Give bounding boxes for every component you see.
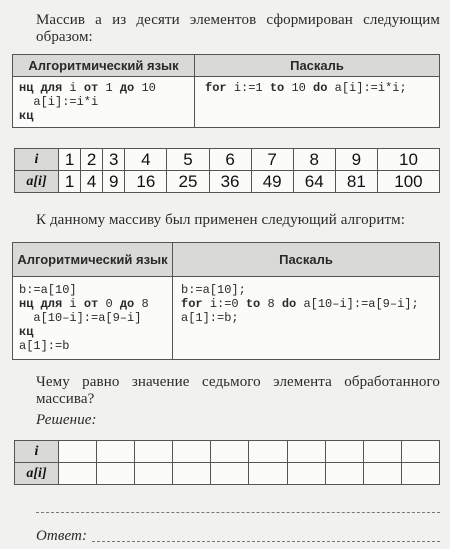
code-text: 1 (105, 81, 120, 95)
code-text: i:=1 (233, 81, 270, 95)
empty-cell[interactable] (401, 463, 439, 485)
kw-do: do (313, 81, 335, 95)
empty-cell[interactable] (173, 463, 211, 485)
kw-for: for (205, 81, 234, 95)
cell-i-1: 1 (59, 149, 81, 171)
code2-header-alg: Алгоритмический язык (13, 243, 173, 277)
cell-i-5: 5 (167, 149, 209, 171)
code2-alg-line2 (19, 297, 166, 311)
code2-alg-line3: a[10–i]:=a[9–i] (19, 311, 142, 325)
code2-alg-line1: b:=a[10] (19, 283, 77, 297)
cell-i-10: 10 (377, 149, 439, 171)
empty-cell[interactable] (401, 441, 439, 463)
solution-label-text: Решение: (36, 412, 97, 428)
answer-label (36, 528, 87, 545)
kw-nc-dlya: нц для (19, 81, 70, 95)
code2-header-pas: Паскаль (173, 243, 440, 277)
cell-i-8: 8 (293, 149, 335, 171)
kw-do: до (119, 81, 142, 95)
answer-line[interactable] (92, 541, 440, 542)
empty-cell[interactable] (97, 441, 135, 463)
solution-label (36, 412, 97, 429)
kw-nc-dlya: нц для (19, 297, 70, 311)
code-text: 10 (291, 81, 314, 95)
empty-cell[interactable] (325, 463, 363, 485)
code-table-2 (12, 242, 440, 360)
cell-i-7: 7 (251, 149, 293, 171)
array-table-1 (14, 148, 440, 193)
code-text: i (69, 81, 84, 95)
cell-a-4: 16 (125, 171, 167, 193)
code1-alg-cell (13, 77, 195, 128)
empty-cell[interactable] (249, 463, 287, 485)
empty-cell[interactable] (211, 441, 249, 463)
empty-cell[interactable] (173, 441, 211, 463)
empty-cell[interactable] (325, 441, 363, 463)
code1-alg-line2: a[i]:=i*i (19, 95, 99, 109)
code-text: a[10–i]:=a[9–i]; (303, 297, 419, 311)
kw-do: до (119, 297, 142, 311)
intro-text (36, 12, 440, 46)
code2-pas-line3: a[1]:=b; (181, 311, 239, 325)
row-label-a: a[i] (15, 463, 59, 485)
cell-a-1: 1 (59, 171, 81, 193)
code-text: 8 (141, 297, 149, 311)
cell-i-2: 2 (81, 149, 103, 171)
work-line (36, 512, 440, 513)
code2-alg-line4: кц (19, 325, 34, 339)
empty-cell[interactable] (135, 463, 173, 485)
cell-a-2: 4 (81, 171, 103, 193)
code-text: 8 (267, 297, 282, 311)
empty-cell[interactable] (97, 463, 135, 485)
kw-to: to (245, 297, 268, 311)
code-table-1 (12, 54, 440, 128)
code2-pas-line1: b:=a[10]; (181, 283, 246, 297)
code1-header-pas: Паскаль (195, 55, 440, 77)
code2-pas-line2 (181, 297, 431, 311)
code-text: i (69, 297, 84, 311)
empty-cell[interactable] (287, 463, 325, 485)
cell-i-6: 6 (209, 149, 251, 171)
middle-text: К данному массиву был применен следующий алгоритм: (36, 212, 405, 228)
empty-cell[interactable] (363, 463, 401, 485)
code-text: 10 (141, 81, 156, 95)
array-table-2 (14, 440, 440, 485)
kw-to: to (269, 81, 292, 95)
code2-alg-line5: a[1]:=b (19, 339, 70, 353)
cell-i-4: 4 (125, 149, 167, 171)
kw-ot: от (83, 297, 106, 311)
cell-i-3: 3 (103, 149, 125, 171)
code2-pas-cell (173, 277, 440, 360)
code1-pas-cell (195, 77, 440, 128)
row-label-a: a[i] (15, 171, 59, 193)
empty-cell[interactable] (249, 441, 287, 463)
row-label-i: i (15, 441, 59, 463)
question-text: Чему равно значение седьмого элемента обработанного массива? (36, 374, 440, 407)
cell-a-7: 49 (251, 171, 293, 193)
cell-i-9: 9 (335, 149, 377, 171)
answer-label-text: Ответ: (36, 528, 88, 544)
code1-header-alg: Алгоритмический язык (13, 55, 195, 77)
cell-a-9: 81 (335, 171, 377, 193)
empty-cell[interactable] (59, 441, 97, 463)
kw-do: do (281, 297, 304, 311)
code-text: 0 (105, 297, 120, 311)
kw-for: for (181, 297, 210, 311)
cell-a-8: 64 (293, 171, 335, 193)
empty-cell[interactable] (59, 463, 97, 485)
kw-ot: от (83, 81, 106, 95)
cell-a-5: 25 (167, 171, 209, 193)
code1-alg-line3: кц (19, 109, 34, 123)
row-label-i: i (15, 149, 59, 171)
code1-pas-line1 (205, 81, 429, 95)
intro-line: Массив a из десяти элементов сформирован следующим образом: (36, 12, 440, 45)
code-text: i:=0 (209, 297, 246, 311)
cell-a-6: 36 (209, 171, 251, 193)
cell-a-3: 9 (103, 171, 125, 193)
empty-cell[interactable] (211, 463, 249, 485)
code-text: a[i]:=i*i; (334, 81, 407, 95)
code1-alg-line1 (19, 81, 188, 95)
empty-cell[interactable] (363, 441, 401, 463)
empty-cell[interactable] (135, 441, 173, 463)
cell-a-10: 100 (377, 171, 439, 193)
empty-cell[interactable] (287, 441, 325, 463)
code2-alg-cell (13, 277, 173, 360)
